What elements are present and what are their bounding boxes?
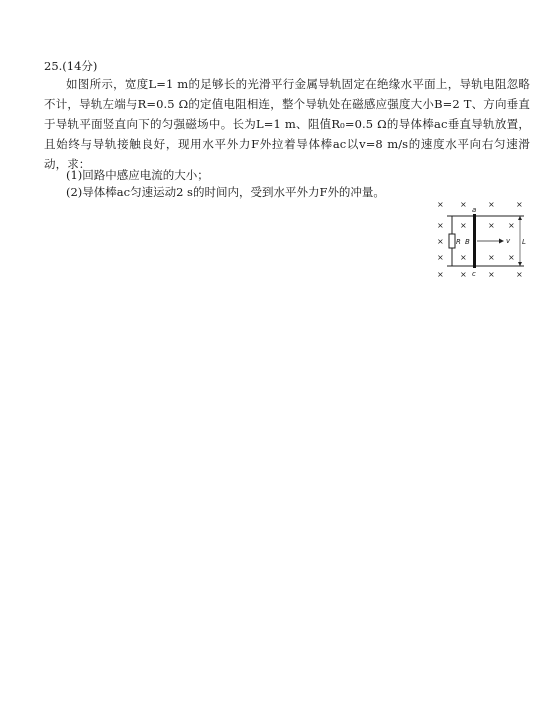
- rod-end-a-label: a: [472, 206, 477, 214]
- velocity-arrow-head: [499, 239, 504, 244]
- resistor: [449, 234, 455, 248]
- question-2: (2)导体棒ac匀速运动2 s的时间内，受到水平外力F外的冲量。: [66, 185, 385, 199]
- problem-statement: 如图所示，宽度L=1 m的足够长的光滑平行金属导轨固定在绝缘水平面上，导轨电阻忽略不计，导轨左端与R=0.5 Ω的定值电阻相连，整个导轨处在磁感应强度大小B=2 T、方向垂直于导轨平面竖直向下的匀强磁场中。长为L=1 m、阻值R₀=0.5 Ω的导体棒ac垂直导轨放置，且始终与导轨接触良好，现用水平外力F外拉着导体棒ac以v=8 m/s的速度水平向右匀速滑动，求：: [44, 77, 530, 171]
- field-cross: ×: [488, 253, 495, 262]
- field-cross: ×: [460, 253, 467, 262]
- field-cross: ×: [508, 253, 515, 262]
- field-cross: ×: [460, 221, 467, 230]
- field-cross: ×: [460, 270, 467, 279]
- circuit-diagram: [430, 198, 532, 280]
- field-label: B: [465, 238, 470, 246]
- field-cross: ×: [460, 200, 467, 209]
- velocity-label: v: [506, 237, 511, 245]
- field-cross: ×: [516, 270, 523, 279]
- resistor-label: R: [456, 238, 461, 246]
- problem-number: 25.(14分): [44, 59, 98, 73]
- conductor-rod: [473, 214, 476, 268]
- field-cross: ×: [437, 237, 444, 246]
- field-cross: ×: [488, 270, 495, 279]
- field-cross: ×: [437, 200, 444, 209]
- field-cross: ×: [488, 200, 495, 209]
- field-cross: ×: [437, 270, 444, 279]
- field-cross: ×: [437, 221, 444, 230]
- field-cross: ×: [437, 253, 444, 262]
- width-label: L: [522, 238, 526, 246]
- field-cross: ×: [516, 200, 523, 209]
- rod-end-c-label: c: [472, 270, 476, 278]
- question-1: (1)回路中感应电流的大小；: [66, 168, 209, 182]
- field-cross: ×: [488, 221, 495, 230]
- width-arrow-bottom: [518, 262, 522, 266]
- width-arrow-top: [518, 216, 522, 220]
- field-cross: ×: [508, 221, 515, 230]
